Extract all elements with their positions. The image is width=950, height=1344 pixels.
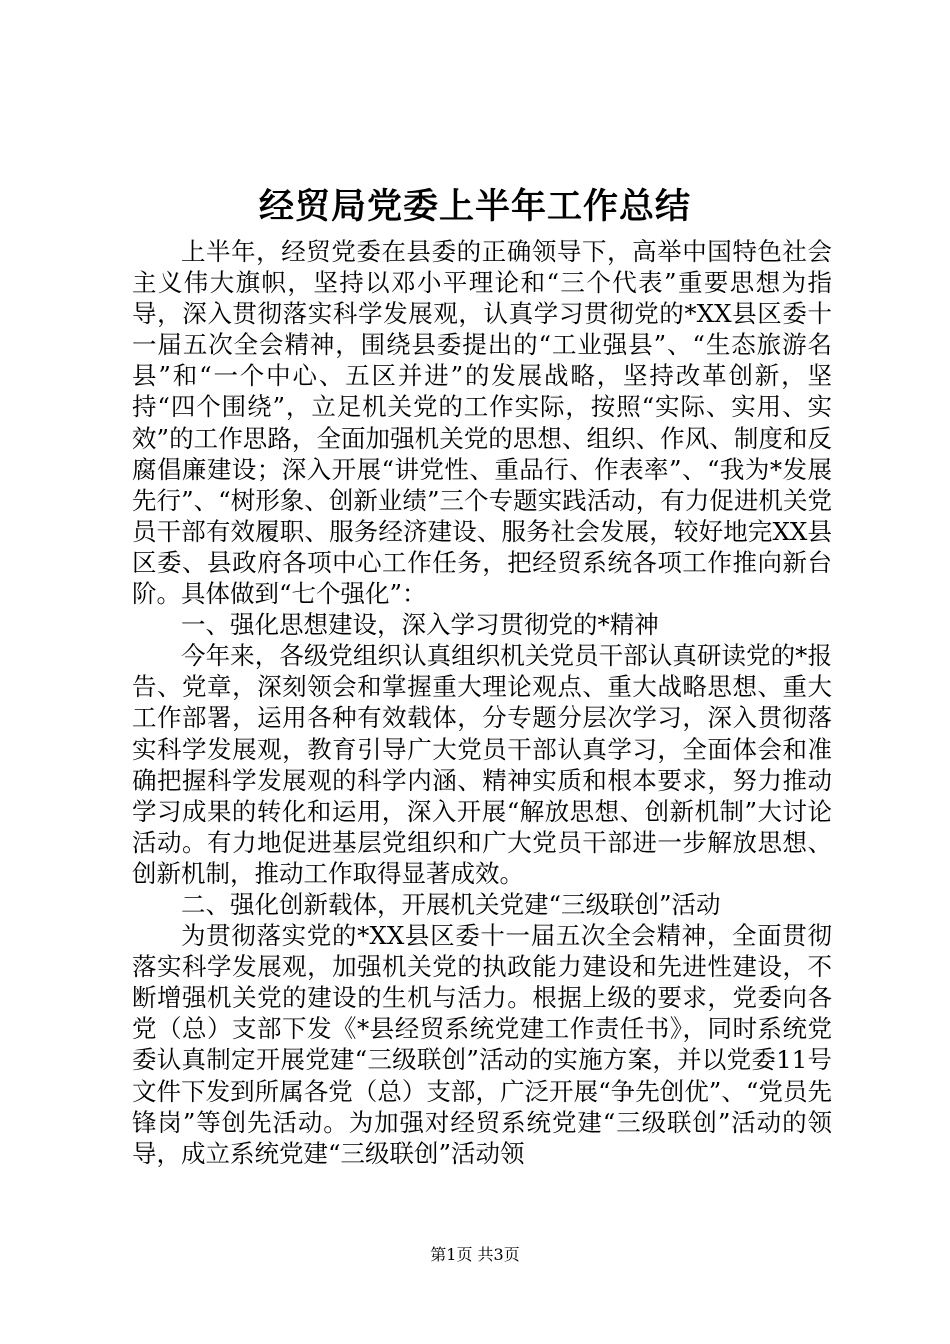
paragraph-section-1: 今年来，各级党组织认真组织机关党员干部认真研读党的*报告、党章，深刻领会和掌握重大理论观点、重大战略思想、重大工作部署，运用各种有效载体，分专题分层次学习，深入贯彻落实科学发展观，教育引导广大党员干部认真学习，全面体会和准确把握科学发展观的科学内涵、精神实质和根本要求，努力推动学习成果的转化和运用，深入开展“解放思想、创新机制”大讨论活动。有力地促进基层党组织和广大党员干部进一步解放思想、创新机制，推动工作取得显著成效。 <box>132 641 832 888</box>
document-body <box>132 236 832 1169</box>
section-heading-1: 一、强化思想建设，深入学习贯彻党的*精神 <box>181 610 659 640</box>
paragraph-section-2: 为贯彻落实党的*XX县区委十一届五次全会精神，全面贯彻落实科学发展观，加强机关党的执政能力建设和先进性建设，不断增强机关党的建设的生机与活力。根据上级的要求，党委向各党（总）支部下发《*县经贸系统党建工作责任书》，同时系统党委认真制定开展党建“三级联创”活动的实施方案，并以党委11号文件下发到所属各党（总）支部，广泛开展“争先创优”、“党员先锋岗”等创先活动。为加强对经贸系统党建“三级联创”活动的领导，成立系统党建“三级联创”活动领 <box>132 921 832 1168</box>
section-heading-2: 二、强化创新载体，开展机关党建“三级联创”活动 <box>181 889 721 919</box>
document-title: 经贸局党委上半年工作总结 <box>258 186 691 228</box>
page-number-footer: 第1页 共3页 <box>430 1245 520 1264</box>
paragraph-intro: 上半年，经贸党委在县委的正确领导下，高举中国特色社会主义伟大旗帜，坚持以邓小平理论和“三个代表”重要思想为指导，深入贯彻落实科学发展观，认真学习贯彻党的*XX县区委十一届五次全会精神，围绕县委提出的“工业强县”、“生态旅游名县”和“一个中心、五区并进”的发展战略，坚持改革创新，坚持“四个围绕”，立足机关党的工作实际，按照“实际、实用、实效”的工作思路，全面加强机关党的思想、组织、作风、制度和反腐倡廉建设；深入开展“讲党性、重品行、作表率”、“我为*发展先行”、“树形象、创新业绩”三个专题实践活动，有力促进机关党员干部有效履职、服务经济建设、服务社会发展，较好地完XX县区委、县政府各项中心工作任务，把经贸系统各项工作推向新台阶。具体做到“七个强化”： <box>132 237 832 609</box>
